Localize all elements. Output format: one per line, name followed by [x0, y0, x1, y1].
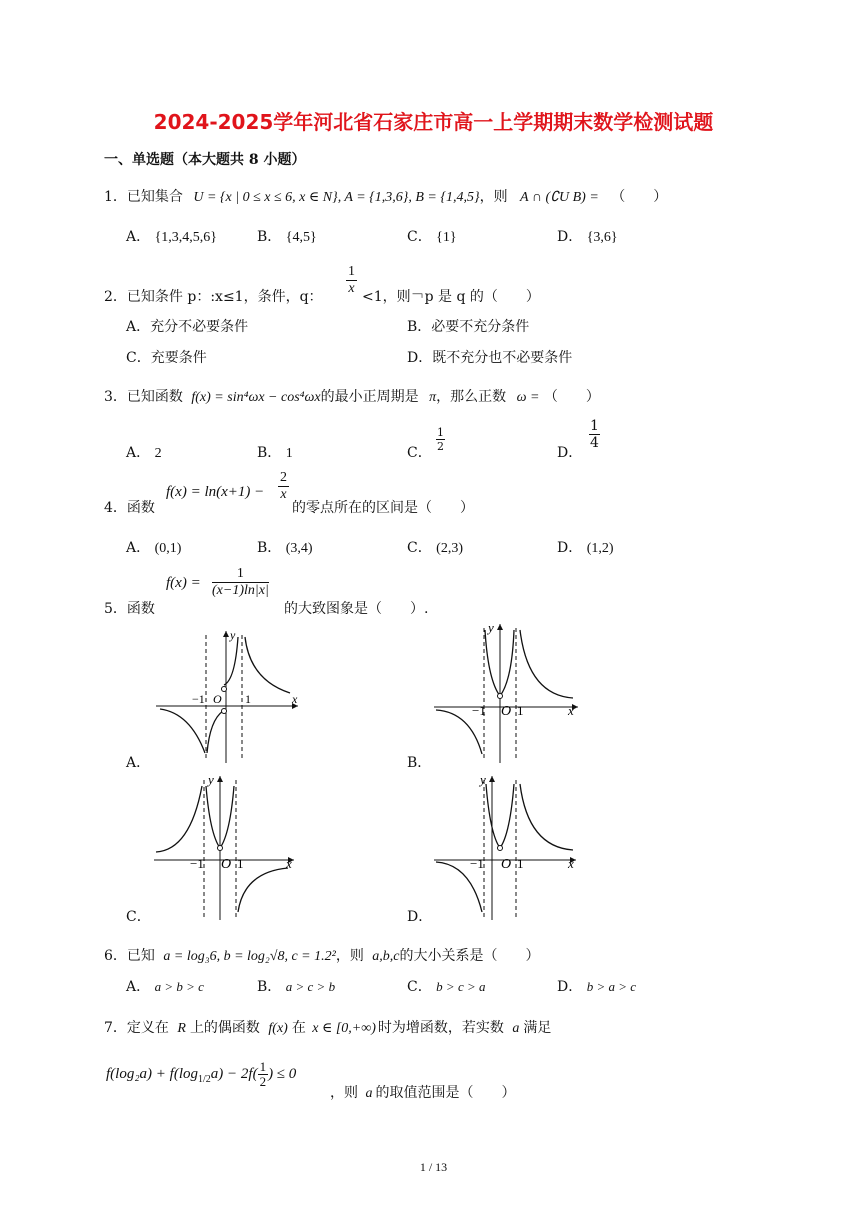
- question-number: 2．: [104, 289, 127, 305]
- option-c[interactable]: C． b > c > a: [407, 979, 486, 995]
- one-label: 1: [245, 692, 251, 706]
- option-b[interactable]: B． {4,5}: [257, 229, 317, 245]
- option-b[interactable]: B．: [407, 755, 432, 771]
- question-7: [104, 1017, 551, 1037]
- y-axis-label: y: [230, 628, 236, 642]
- one-label: 1: [517, 703, 524, 718]
- question-5-prefix: [104, 598, 155, 618]
- option-a[interactable]: A． (0,1): [126, 540, 182, 556]
- option-b[interactable]: B．必要不充分条件: [407, 319, 530, 335]
- question-stem: 的取值范围是（ ）: [375, 1085, 516, 1101]
- graph-a: [150, 625, 310, 765]
- question-3: [104, 386, 600, 406]
- option-c-label[interactable]: C．: [407, 445, 432, 461]
- question-stem: ，那么正数: [436, 389, 507, 405]
- set-R: R: [177, 1021, 186, 1036]
- answer-paren: （ ）: [611, 189, 668, 205]
- question-number: 4．: [104, 500, 127, 516]
- neg-one-label: −1: [192, 692, 205, 706]
- question-stem: 在: [291, 1020, 306, 1036]
- fraction-2-over-x: 2 x: [280, 470, 287, 502]
- option-d-fraction: 1 4: [590, 418, 599, 451]
- graph-d: [428, 772, 588, 922]
- option-c[interactable]: C． {1}: [407, 229, 457, 245]
- question-stem: 时为增函数，若实数: [377, 1020, 504, 1036]
- x-axis-label: x: [568, 856, 574, 871]
- x-axis-label: x: [292, 692, 298, 706]
- question-stem: 的最小正周期是: [320, 389, 419, 405]
- option-a[interactable]: A． 2: [126, 445, 162, 461]
- question-stem: <1，则￢p 是 q 的（ ）: [362, 289, 540, 305]
- y-axis-label: y: [208, 772, 214, 787]
- x-axis-label: x: [286, 856, 292, 871]
- graph-c: [148, 772, 308, 922]
- question-stem: ，则: [335, 948, 364, 964]
- pi-symbol: π: [429, 390, 437, 405]
- question-stem: 已知: [126, 948, 155, 964]
- option-c[interactable]: C．充要条件: [126, 350, 207, 366]
- option-c[interactable]: C．: [126, 909, 151, 925]
- variable-a: a: [365, 1086, 373, 1101]
- origin-label: O: [213, 692, 222, 706]
- question-1: [104, 186, 667, 206]
- question-stem: 的大小关系是（ ）: [399, 948, 540, 964]
- option-a[interactable]: A． {1,3,4,5,6}: [126, 229, 218, 245]
- option-d[interactable]: D． (1,2): [557, 540, 614, 556]
- question-stem: 满足: [523, 1020, 552, 1036]
- one-label: 1: [517, 856, 524, 871]
- function-expression: f(x) = ln(x+1) −: [166, 484, 265, 500]
- neg-one-label: −1: [472, 703, 486, 718]
- option-d[interactable]: D．既不充分也不必要条件: [407, 350, 573, 366]
- interval: x ∈ [0,+∞): [312, 1021, 376, 1036]
- question-number: 6．: [104, 948, 127, 964]
- question-6: [104, 945, 540, 965]
- question-stem: ，则: [330, 1085, 358, 1101]
- question-number: 7．: [104, 1020, 127, 1036]
- question-7-tail: [330, 1082, 515, 1102]
- option-d-label[interactable]: D．: [557, 445, 583, 461]
- definitions: a = log₃6, b = log₂√8, c = 1.2²: [163, 949, 336, 964]
- section-header: 一、单选题（本大题共 8 小题）: [104, 152, 306, 168]
- option-a[interactable]: A．: [126, 755, 151, 771]
- option-b[interactable]: B． a > c > b: [257, 979, 336, 995]
- option-a[interactable]: A． a > b > c: [126, 979, 204, 995]
- variable-a: a: [512, 1021, 520, 1036]
- y-axis-label: y: [488, 620, 494, 635]
- one-label: 1: [237, 856, 244, 871]
- question-number: 5．: [104, 601, 127, 617]
- page-number: 1 / 13: [419, 1160, 448, 1174]
- y-axis-label: y: [480, 772, 486, 787]
- origin-label: O: [501, 704, 512, 719]
- question-stem: 函数: [126, 500, 155, 516]
- answer-paren: （ ）: [543, 389, 600, 405]
- option-c[interactable]: C． (2,3): [407, 540, 463, 556]
- question-stem: ，则: [479, 189, 508, 205]
- question-stem: 已知集合: [126, 189, 183, 205]
- question-stem: 的零点所在的区间是（ ）: [292, 500, 474, 516]
- option-c-fraction: 1 2: [437, 426, 444, 453]
- question-4-prefix: [104, 497, 155, 517]
- question-number: 1．: [104, 189, 127, 205]
- function-expression: f(x) =: [166, 575, 201, 591]
- option-b[interactable]: B． (3,4): [257, 540, 313, 556]
- variables: a,b,c: [372, 949, 400, 964]
- inequality: $f(\log_2a) + f(\log_{1/2}a) - 2f$( $\frac{1}{2}$ ) ≤ 0: [106, 1059, 297, 1090]
- option-b[interactable]: B． 1: [257, 445, 293, 461]
- set-expression: A ∩ (∁U B) =: [520, 190, 599, 205]
- option-d[interactable]: D． b > a > c: [557, 979, 637, 995]
- neg-one-label: −1: [190, 856, 204, 871]
- question-stem: 已知函数: [126, 389, 183, 405]
- option-d[interactable]: D．: [407, 909, 433, 925]
- question-stem: 函数: [126, 601, 155, 617]
- set-definition: U = {x | 0 ≤ x ≤ 6, x ∈ N}, A = {1,3,6}, B = {1,4,5}: [193, 190, 480, 205]
- question-stem: 的大致图象是（ ）.: [284, 601, 429, 617]
- option-a[interactable]: A．充分不必要条件: [126, 319, 249, 335]
- page-title: 2024-2025学年河北省石家庄市高一上学期期末数学检测试题: [153, 110, 714, 134]
- question-stem: 上的偶函数: [189, 1020, 260, 1036]
- function-expression: f(x) = sin⁴ωx − cos⁴ωx: [191, 390, 321, 405]
- function-f: f(x): [268, 1021, 288, 1036]
- fraction-1-over-x: 1 x: [348, 264, 355, 296]
- neg-one-label: −1: [470, 856, 484, 871]
- question-2: [104, 286, 323, 306]
- x-axis-label: x: [568, 703, 574, 718]
- question-stem: 定义在: [126, 1020, 169, 1036]
- question-number: 3．: [104, 389, 127, 405]
- graph-b: [428, 620, 588, 765]
- fraction-denominator: 1 (x−1)ln|x|: [212, 566, 269, 598]
- origin-label: O: [501, 857, 512, 872]
- origin-label: O: [221, 857, 232, 872]
- option-d[interactable]: D． {3,6}: [557, 229, 618, 245]
- question-stem: 已知条件 p：:x≤1，条件，q：: [126, 289, 323, 305]
- omega-symbol: ω =: [516, 390, 540, 405]
